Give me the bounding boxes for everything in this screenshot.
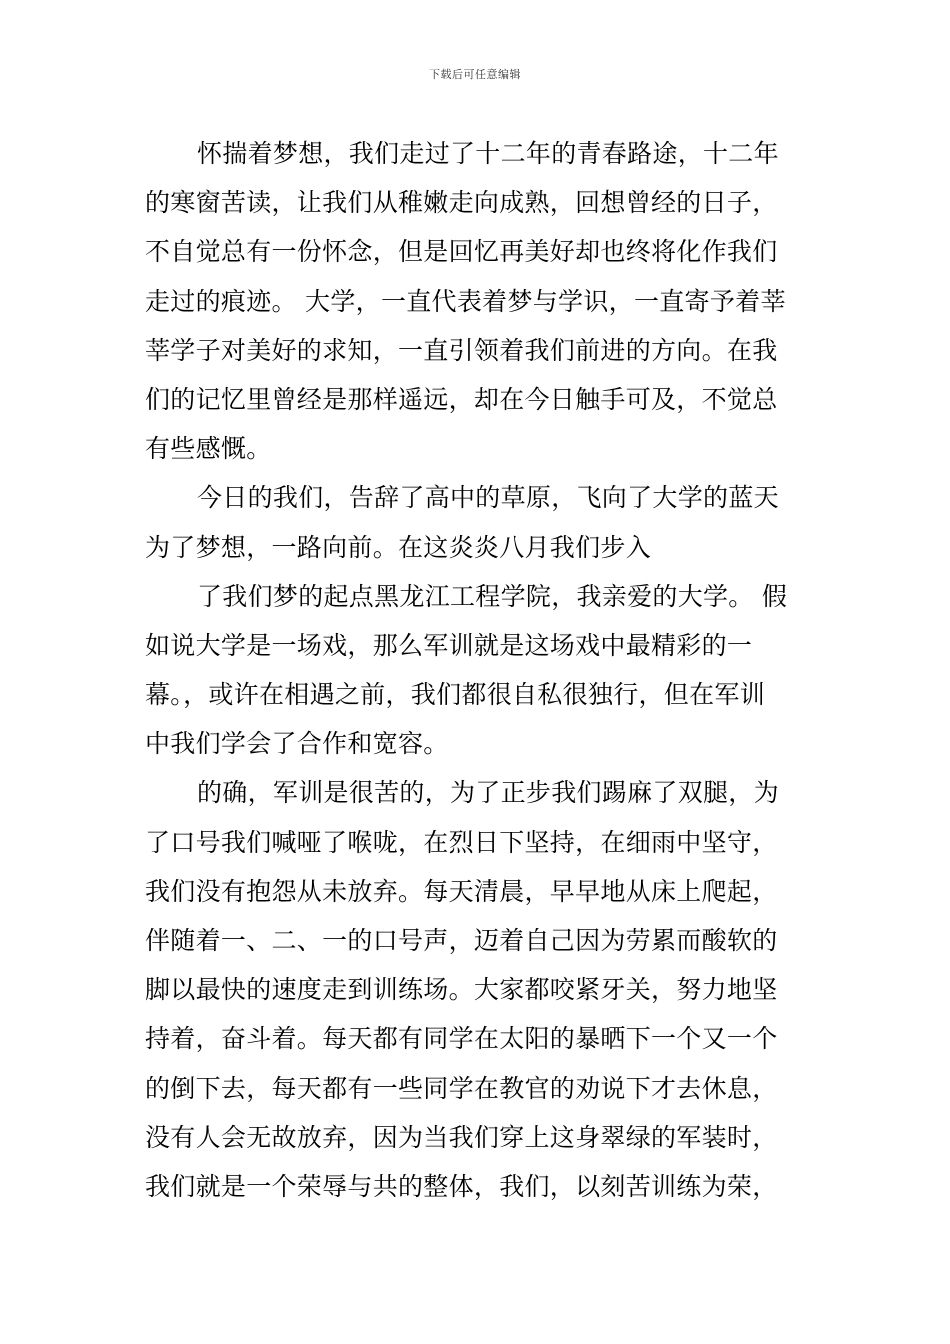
text-line: 我们就是一个荣辱与共的整体，我们，以刻苦训练为荣，	[145, 1171, 778, 1201]
text-line: 幕。，或许在相遇之前，我们都很自私很独行，但在军训	[145, 680, 766, 710]
text-line: 有些感慨。	[145, 434, 272, 464]
text-line: 了我们梦的起点黑龙江工程学院，我亲爱的大学。 假	[197, 581, 788, 611]
text-line: 今日的我们，告辞了高中的草原，飞向了大学的蓝天	[197, 483, 779, 513]
text-line: 持着，奋斗着。每天都有同学在太阳的暴晒下一个又一个	[145, 1024, 778, 1054]
text-line: 为了梦想，一路向前。在这炎炎八月我们步入	[145, 532, 652, 562]
text-line: 中我们学会了合作和宽容。	[145, 729, 449, 759]
document-body	[145, 129, 810, 1211]
text-line: 了口号我们喊哑了喉咙，在烈日下坚持，在细雨中坚守，	[145, 827, 778, 857]
text-line: 如说大学是一场戏，那么军训就是这场戏中最精彩的一	[145, 630, 753, 660]
text-line: 走过的痕迹。 大学，一直代表着梦与学识，一直寄予着莘	[145, 286, 786, 316]
page-header: 下载后可任意编辑	[429, 68, 521, 81]
text-line: 们的记忆里曾经是那样遥远，却在今日触手可及，不觉总	[145, 384, 778, 414]
text-line: 的寒窗苦读，让我们从稚嫩走向成熟，回想曾经的日子，	[145, 188, 778, 218]
text-line: 莘学子对美好的求知，一直引领着我们前进的方向。在我	[145, 335, 778, 365]
text-line: 没有人会无故放弃，因为当我们穿上这身翠绿的军装时，	[145, 1122, 778, 1152]
text-line: 怀揣着梦想，我们走过了十二年的青春路途，十二年	[197, 139, 779, 168]
text-line: 的确，军训是很苦的，为了正步我们踢麻了双腿，为	[197, 778, 779, 808]
text-line: 的倒下去，每天都有一些同学在教官的劝说下才去休息，	[145, 1073, 778, 1103]
text-line: 我们没有抱怨从未放弃。每天清晨，早早地从床上爬起，	[145, 876, 778, 906]
text-line: 伴随着一、二、一的口号声，迈着自己因为劳累而酸软的	[145, 926, 778, 955]
text-line: 脚以最快的速度走到训练场。大家都咬紧牙关，努力地坚	[145, 975, 778, 1005]
text-line: 不自觉总有一份怀念，但是回忆再美好却也终将化作我们	[145, 237, 778, 267]
